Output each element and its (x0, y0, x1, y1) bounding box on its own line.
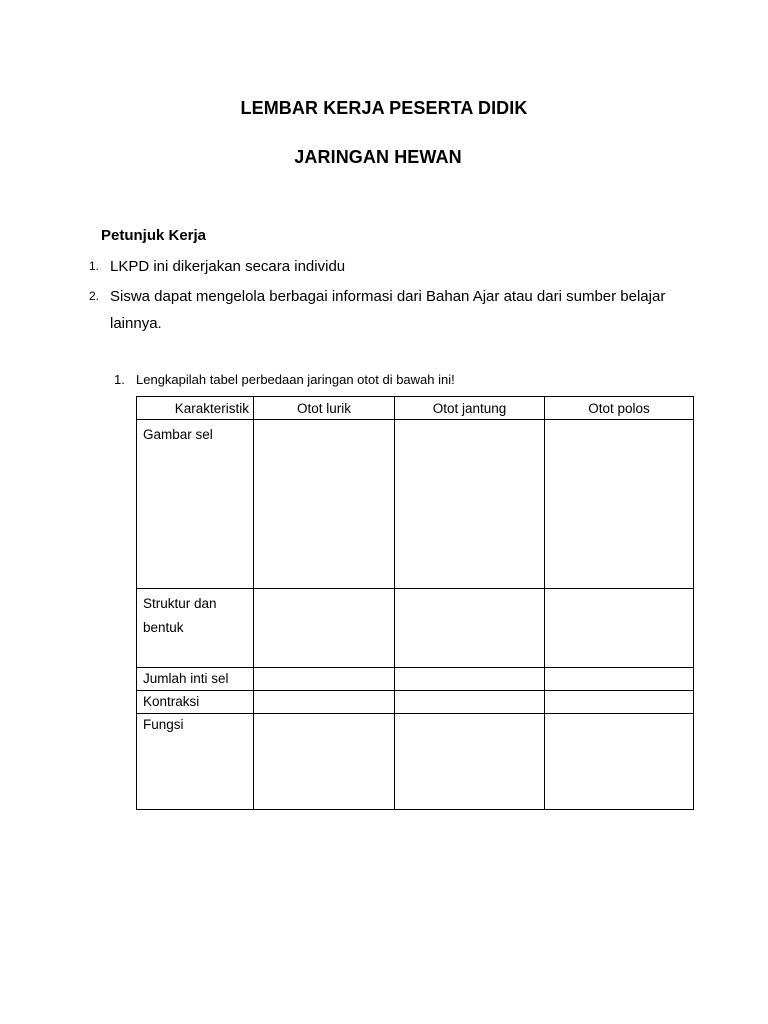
row-label: Fungsi (137, 714, 254, 810)
answer-cell[interactable] (254, 714, 395, 810)
answer-cell[interactable] (545, 714, 694, 810)
answer-cell[interactable] (254, 668, 395, 691)
row-label: Jumlah inti sel (137, 668, 254, 691)
instruction-text: LKPD ini dikerjakan secara individu (110, 258, 346, 275)
answer-cell[interactable] (545, 668, 694, 691)
table-row (137, 691, 694, 714)
header-karakteristik: Karakteristik (137, 397, 254, 420)
table-row (137, 420, 694, 589)
instruction-number: 2. (89, 289, 100, 303)
table-header-row (137, 397, 694, 420)
table-row (137, 714, 694, 810)
row-label: Struktur dan bentuk (137, 589, 254, 668)
row-label: Kontraksi (137, 691, 254, 714)
instruction-text: Siswa dapat mengelola berbagai informasi dari Bahan Ajar atau dari sumber belajar lainnya. (110, 288, 666, 332)
instruction-number: 1. (89, 259, 100, 273)
answer-cell[interactable] (395, 714, 545, 810)
instructions-heading: Petunjuk Kerja (101, 227, 207, 244)
answer-cell[interactable] (395, 668, 545, 691)
row-label: Gambar sel (137, 420, 254, 589)
header-otot-polos: Otot polos (545, 397, 694, 420)
table-row (137, 589, 694, 668)
answer-cell[interactable] (395, 691, 545, 714)
answer-cell[interactable] (395, 589, 545, 668)
header-otot-jantung: Otot jantung (395, 397, 545, 420)
answer-cell[interactable] (254, 589, 395, 668)
document-subtitle: JARINGAN HEWAN (294, 147, 462, 167)
document-title: LEMBAR KERJA PESERTA DIDIK (240, 98, 528, 118)
answer-cell[interactable] (545, 420, 694, 589)
answer-cell[interactable] (545, 691, 694, 714)
table-row (137, 668, 694, 691)
answer-cell[interactable] (254, 691, 395, 714)
muscle-tissue-table (136, 396, 694, 810)
answer-cell[interactable] (545, 589, 694, 668)
answer-cell[interactable] (254, 420, 395, 589)
task-number: 1. (114, 372, 125, 387)
header-otot-lurik: Otot lurik (254, 397, 395, 420)
task-text: Lengkapilah tabel perbedaan jaringan otot di bawah ini! (136, 372, 455, 387)
answer-cell[interactable] (395, 420, 545, 589)
